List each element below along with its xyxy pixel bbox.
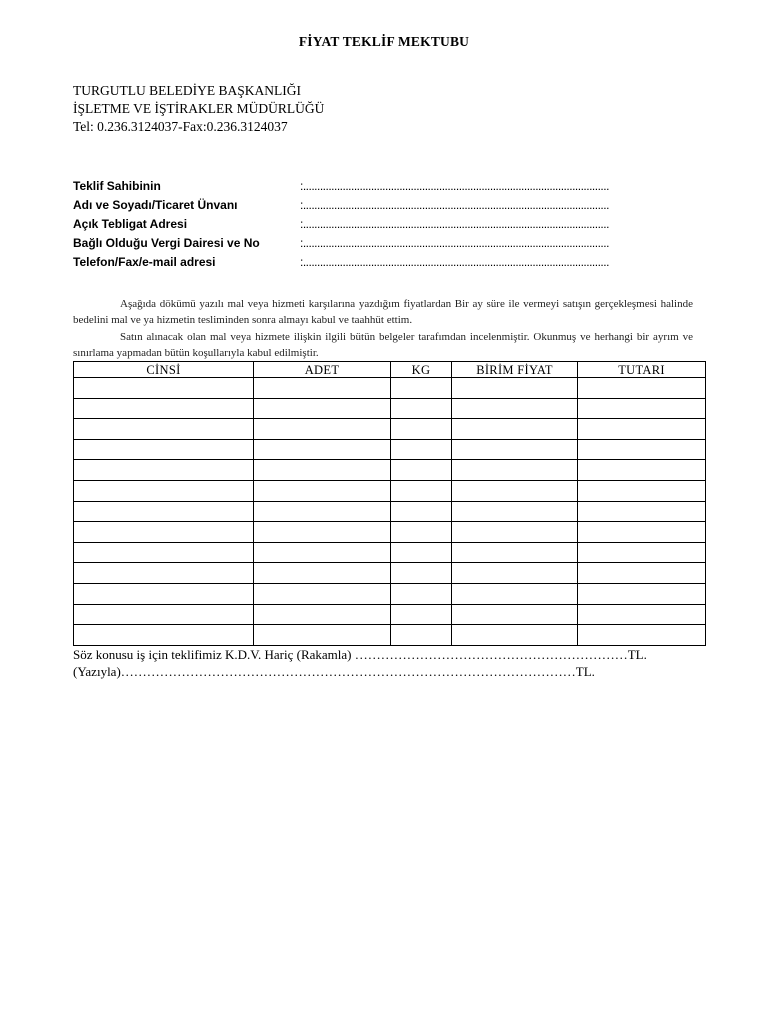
table-cell[interactable] [452, 501, 578, 522]
table-cell[interactable] [452, 439, 578, 460]
table-cell[interactable] [254, 625, 391, 646]
table-cell[interactable] [391, 563, 452, 584]
table-cell[interactable] [578, 378, 706, 399]
table-cell[interactable] [452, 542, 578, 563]
acceptance-paragraph: Satın alınacak olan mal veya hizmete ilişkin ilgili bütün belgeler tarafımdan incelenmiştir. Okunmuş ve herhangi bir ayrım ve sınırlama yapmadan bütün koşullarıyla kabul edilmiştir. [73, 331, 693, 359]
table-cell[interactable] [74, 439, 254, 460]
table-row [74, 439, 706, 460]
table-cell[interactable] [391, 439, 452, 460]
table-cell[interactable] [452, 480, 578, 501]
table-cell[interactable] [74, 522, 254, 543]
table-row [74, 604, 706, 625]
total-numeric-line[interactable]: Söz konusu iş için teklifimiz K.D.V. Hariç (Rakamla) ………………………………………………………TL. [73, 647, 647, 662]
commitment-paragraph: Aşağıda dökümü yazılı mal veya hizmeti karşılarına yazdığım fiyatlardan Bir ay süre ile vermeyi satışın gerçekleşmesi halinde bedelini mal ve ya hizmetin tesliminden sonra almayı kabul ve taahhüt ettim. [73, 298, 693, 326]
table-cell[interactable] [452, 563, 578, 584]
table-cell[interactable] [578, 398, 706, 419]
table-cell[interactable] [74, 625, 254, 646]
table-row [74, 460, 706, 481]
table-cell[interactable] [578, 563, 706, 584]
table-cell[interactable] [452, 583, 578, 604]
table-cell[interactable] [391, 583, 452, 604]
table-body [74, 378, 706, 646]
table-cell[interactable] [74, 563, 254, 584]
table-cell[interactable] [74, 419, 254, 440]
total-written-line[interactable]: (Yazıyla)……………………………………………………………………………………………TL. [73, 664, 595, 679]
table-cell[interactable] [578, 583, 706, 604]
items-table [73, 361, 706, 646]
table-header-row [74, 362, 706, 378]
table-cell[interactable] [452, 398, 578, 419]
table-cell[interactable] [74, 542, 254, 563]
table-cell[interactable] [391, 501, 452, 522]
table-cell[interactable] [391, 398, 452, 419]
field-label: Bağlı Olduğu Vergi Dairesi ve No [73, 236, 260, 250]
organization-block [73, 82, 324, 136]
field-fill-line[interactable]: :............................................................................................................ [300, 236, 609, 250]
table-row [74, 542, 706, 563]
table-cell[interactable] [254, 604, 391, 625]
table-cell[interactable] [452, 419, 578, 440]
table-cell[interactable] [74, 604, 254, 625]
table-row [74, 522, 706, 543]
field-fill-line[interactable]: :............................................................................................................ [300, 255, 609, 269]
table-cell[interactable] [578, 480, 706, 501]
table-cell[interactable] [578, 625, 706, 646]
organization-name: TURGUTLU BELEDİYE BAŞKANLIĞI [73, 83, 301, 98]
table-row [74, 480, 706, 501]
table-cell[interactable] [452, 460, 578, 481]
table-cell[interactable] [254, 501, 391, 522]
table-cell[interactable] [578, 542, 706, 563]
table-cell[interactable] [578, 604, 706, 625]
table-cell[interactable] [578, 501, 706, 522]
table-cell[interactable] [254, 563, 391, 584]
field-fill-line[interactable]: :............................................................................................................ [300, 179, 609, 193]
table-cell[interactable] [452, 378, 578, 399]
table-row [74, 625, 706, 646]
field-row-contact [73, 253, 693, 272]
column-header-kg: KG [391, 362, 452, 378]
table-cell[interactable] [391, 522, 452, 543]
organization-contact: Tel: 0.236.3124037-Fax:0.236.3124037 [73, 119, 288, 134]
table-cell[interactable] [391, 604, 452, 625]
table-cell[interactable] [254, 480, 391, 501]
field-row-name-title [73, 196, 693, 215]
table-row [74, 563, 706, 584]
field-fill-line[interactable]: :............................................................................................................ [300, 198, 609, 212]
bidder-info-fields [73, 177, 693, 272]
column-header-quantity: ADET [254, 362, 391, 378]
column-header-total: TUTARI [578, 362, 706, 378]
table-cell[interactable] [391, 419, 452, 440]
field-row-tax-office [73, 234, 693, 253]
column-header-type: CİNSİ [74, 362, 254, 378]
field-label: Açık Tebligat Adresi [73, 217, 188, 231]
table-cell[interactable] [254, 460, 391, 481]
table-cell[interactable] [254, 419, 391, 440]
table-cell[interactable] [74, 583, 254, 604]
table-cell[interactable] [452, 522, 578, 543]
table-cell[interactable] [578, 522, 706, 543]
table-row [74, 398, 706, 419]
table-cell[interactable] [391, 625, 452, 646]
table-cell[interactable] [254, 398, 391, 419]
column-header-unit-price: BİRİM FİYAT [452, 362, 578, 378]
field-fill-line[interactable]: :............................................................................................................ [300, 217, 609, 231]
field-label: Telefon/Fax/e-mail adresi [73, 255, 216, 269]
field-row-bidder [73, 177, 693, 196]
table-cell[interactable] [74, 501, 254, 522]
table-cell[interactable] [578, 419, 706, 440]
table-cell[interactable] [578, 439, 706, 460]
table-cell[interactable] [391, 480, 452, 501]
table-cell[interactable] [74, 460, 254, 481]
table-cell[interactable] [578, 460, 706, 481]
table-row [74, 501, 706, 522]
table-cell[interactable] [254, 583, 391, 604]
document-title: FİYAT TEKLİF MEKTUBU [298, 34, 470, 49]
table-cell[interactable] [391, 378, 452, 399]
table-cell[interactable] [391, 542, 452, 563]
table-row [74, 583, 706, 604]
table-cell[interactable] [74, 378, 254, 399]
table-row [74, 419, 706, 440]
table-cell[interactable] [452, 604, 578, 625]
field-label: Adı ve Soyadı/Ticaret Ünvanı [73, 198, 238, 212]
table-cell[interactable] [74, 480, 254, 501]
field-label: Teklif Sahibinin [73, 179, 161, 193]
table-row [74, 378, 706, 399]
organization-department: İŞLETME VE İŞTİRAKLER MÜDÜRLÜĞÜ [73, 101, 325, 116]
table-cell[interactable] [452, 625, 578, 646]
table-cell[interactable] [74, 398, 254, 419]
table-cell[interactable] [254, 542, 391, 563]
table-cell[interactable] [254, 522, 391, 543]
field-row-address [73, 215, 693, 234]
table-cell[interactable] [254, 439, 391, 460]
table-cell[interactable] [254, 378, 391, 399]
table-cell[interactable] [391, 460, 452, 481]
